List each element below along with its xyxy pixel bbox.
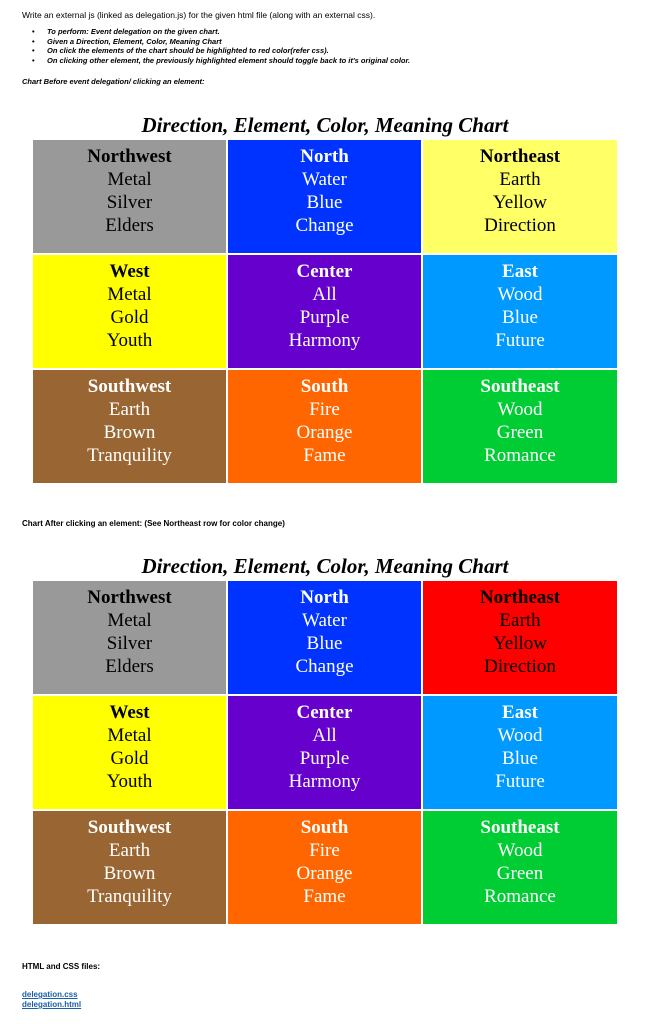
color-label: Purple [299, 307, 350, 328]
meaning-label: Elders [105, 656, 154, 677]
element-label: Wood [497, 725, 543, 746]
direction-label: East [502, 702, 538, 723]
color-label: Orange [296, 422, 353, 443]
element-label: Earth [499, 610, 541, 631]
element-label: Fire [309, 840, 340, 861]
after-label: Chart After clicking an element: (See Northeast row for color change) [22, 519, 285, 528]
color-label: Green [496, 422, 544, 443]
chart-cell-north[interactable] [227, 580, 422, 695]
element-label: All [312, 284, 337, 305]
chart-cell-southeast[interactable] [422, 369, 618, 484]
chart-cell-northeast[interactable] [422, 139, 618, 254]
chart-cell-north[interactable] [227, 139, 422, 254]
task-item: • On click the elements of the chart should be highlighted to red color(refer css). [32, 46, 410, 56]
color-label: Blue [502, 307, 538, 328]
meaning-label: Future [495, 771, 545, 792]
element-label: Water [302, 169, 347, 190]
color-label: Green [496, 863, 544, 884]
color-label: Gold [110, 748, 149, 769]
color-label: Brown [103, 863, 156, 884]
element-label: Metal [107, 610, 152, 631]
direction-label: West [109, 702, 150, 723]
meaning-label: Change [295, 656, 354, 677]
direction-label: Southeast [480, 817, 560, 838]
chart-cell-center[interactable] [227, 254, 422, 369]
direction-label: North [300, 146, 349, 167]
chart-cell-east[interactable] [422, 254, 618, 369]
chart-cell-center[interactable] [227, 695, 422, 810]
meaning-label: Youth [106, 771, 153, 792]
meaning-label: Direction [484, 656, 556, 677]
direction-label: South [300, 817, 349, 838]
task-item: • To perform: Event delegation on the given chart. [32, 27, 410, 37]
chart-cell-northwest[interactable] [32, 580, 227, 695]
direction-label: Northwest [87, 587, 172, 608]
direction-label: West [109, 261, 150, 282]
chart-cell-southwest[interactable] [32, 369, 227, 484]
chart-before [32, 139, 618, 484]
chart-cell-northeast[interactable] [422, 580, 618, 695]
meaning-label: Tranquility [87, 886, 172, 907]
meaning-label: Harmony [288, 771, 361, 792]
direction-label: Southwest [87, 817, 172, 838]
link-delegation-html[interactable]: delegation.html [22, 1000, 82, 1009]
element-label: Earth [108, 399, 151, 420]
color-label: Blue [502, 748, 538, 769]
color-label: Silver [106, 192, 153, 213]
element-label: Water [302, 610, 347, 631]
task-item: • On clicking other element, the previously highlighted element should toggle back to it's original color. [32, 56, 410, 66]
intro-text: Write an external js (linked as delegation.js) for the given html file (along with an external css). [22, 10, 376, 20]
element-label: Wood [497, 284, 543, 305]
chart-cell-southeast[interactable] [422, 810, 618, 925]
direction-label: Center [296, 702, 353, 723]
meaning-label: Future [495, 330, 545, 351]
task-item: • Given a Direction, Element, Color, Meaning Chart [32, 37, 410, 47]
element-label: Wood [497, 840, 543, 861]
element-label: Metal [107, 284, 152, 305]
meaning-label: Change [295, 215, 354, 236]
direction-label: East [502, 261, 538, 282]
meaning-label: Fame [303, 886, 346, 907]
direction-label: Northwest [87, 146, 172, 167]
meaning-label: Elders [105, 215, 154, 236]
chart-title-before: Direction, Element, Color, Meaning Chart [141, 113, 509, 137]
meaning-label: Direction [484, 215, 556, 236]
element-label: Wood [497, 399, 543, 420]
color-label: Gold [110, 307, 149, 328]
direction-label: North [300, 587, 349, 608]
link-delegation-css[interactable]: delegation.css [22, 990, 78, 999]
meaning-label: Romance [484, 445, 556, 466]
color-label: Brown [103, 422, 156, 443]
color-label: Blue [306, 192, 343, 213]
meaning-label: Harmony [288, 330, 361, 351]
color-label: Silver [106, 633, 153, 654]
color-label: Yellow [492, 633, 548, 654]
direction-label: Northeast [479, 146, 561, 167]
element-label: All [312, 725, 337, 746]
chart-cell-south[interactable] [227, 369, 422, 484]
chart-title-after: Direction, Element, Color, Meaning Chart [141, 554, 509, 578]
task-list [32, 27, 410, 65]
color-label: Purple [299, 748, 350, 769]
element-label: Fire [309, 399, 340, 420]
element-label: Earth [108, 840, 151, 861]
files-label: HTML and CSS files: [22, 962, 101, 971]
color-label: Blue [306, 633, 343, 654]
element-label: Earth [499, 169, 541, 190]
direction-label: Southeast [480, 376, 560, 397]
direction-label: South [300, 376, 349, 397]
element-label: Metal [107, 169, 152, 190]
chart-cell-west[interactable] [32, 695, 227, 810]
before-label: Chart Before event delegation/ clicking an element: [22, 77, 205, 86]
direction-label: Southwest [87, 376, 172, 397]
color-label: Orange [296, 863, 353, 884]
chart-cell-west[interactable] [32, 254, 227, 369]
meaning-label: Youth [106, 330, 153, 351]
color-label: Yellow [492, 192, 548, 213]
meaning-label: Fame [303, 445, 346, 466]
chart-cell-southwest[interactable] [32, 810, 227, 925]
chart-after [32, 580, 618, 925]
chart-cell-east[interactable] [422, 695, 618, 810]
chart-cell-northwest[interactable] [32, 139, 227, 254]
meaning-label: Romance [484, 886, 556, 907]
element-label: Metal [107, 725, 152, 746]
direction-label: Center [296, 261, 353, 282]
direction-label: Northeast [479, 587, 561, 608]
meaning-label: Tranquility [87, 445, 172, 466]
chart-cell-south[interactable] [227, 810, 422, 925]
